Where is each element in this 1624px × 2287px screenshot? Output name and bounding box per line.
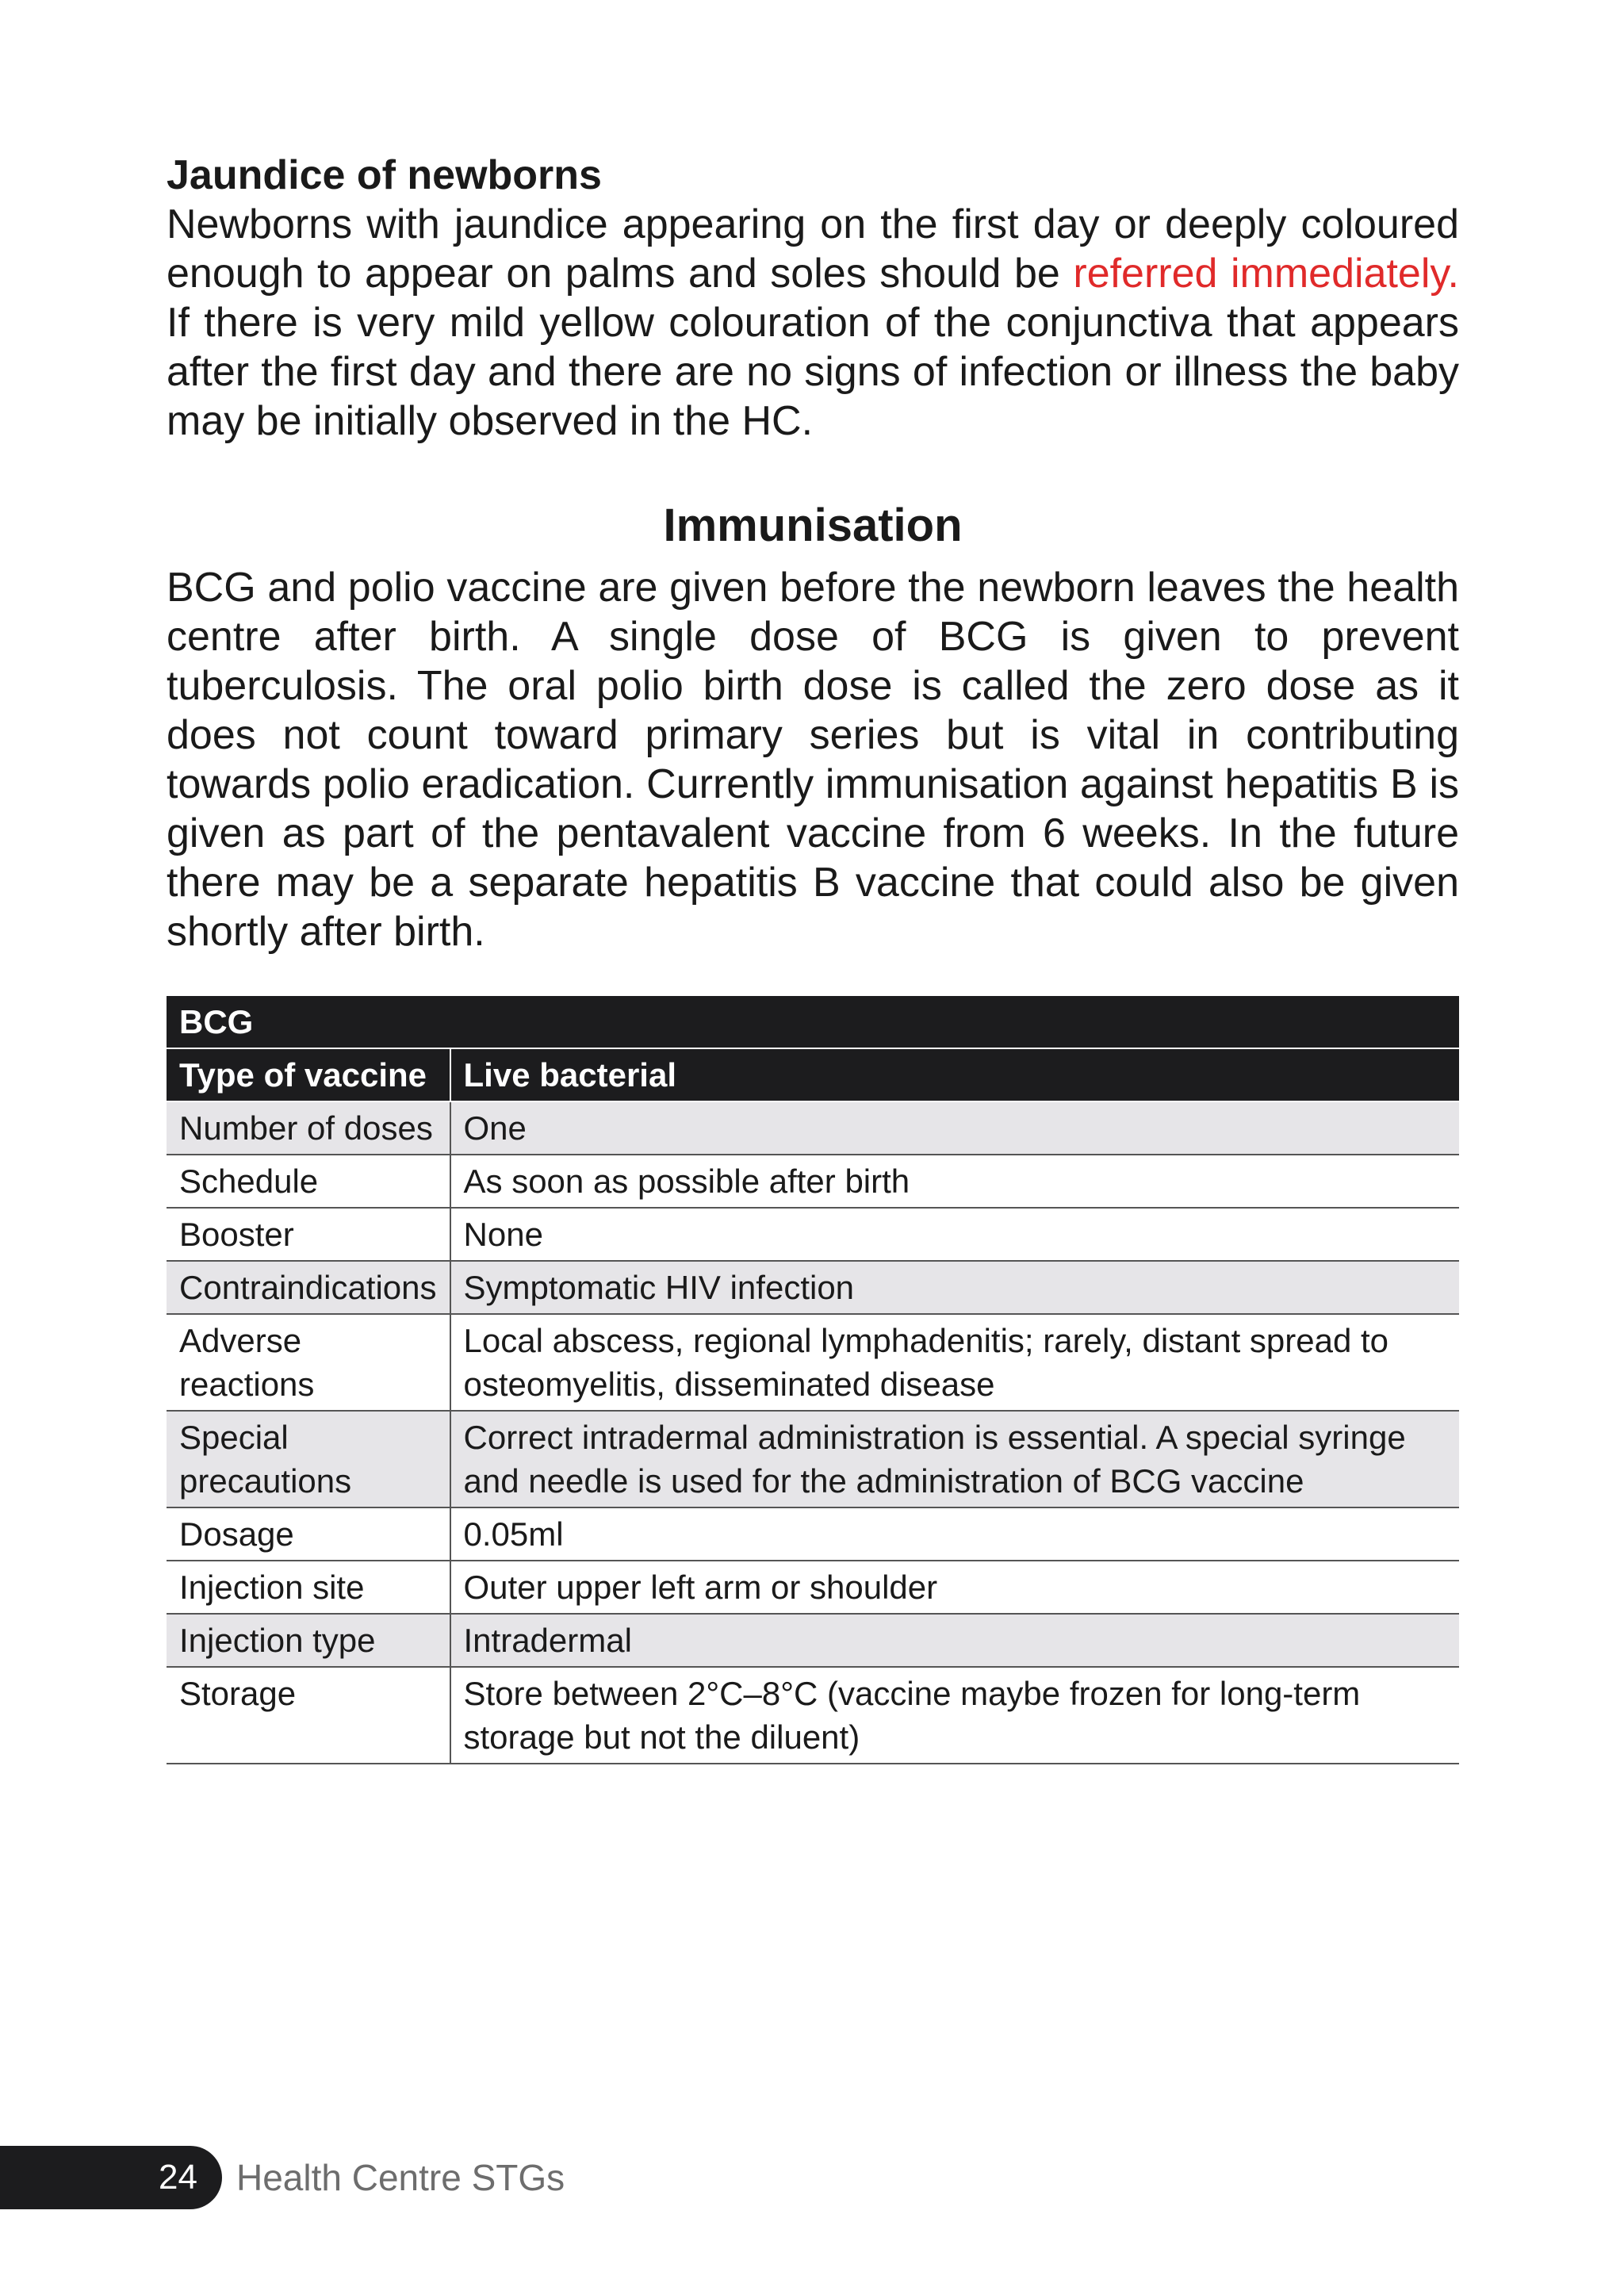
row-label: Storage [167,1667,450,1764]
jaundice-paragraph [167,200,1459,446]
table-row [167,1261,1459,1314]
jaundice-highlight: referred immediately. [1073,251,1459,297]
row-label: Booster [167,1208,450,1261]
row-label: Dosage [167,1507,450,1561]
table-row [167,1667,1459,1764]
table-header-value: Live bacterial [450,1048,1459,1101]
table-header-row [167,1048,1459,1101]
bcg-table [167,996,1459,1764]
jaundice-title: Jaundice of newborns [167,152,602,198]
immunisation-heading: Immunisation [663,500,963,551]
table-row [167,1411,1459,1507]
row-label: Number of doses [167,1101,450,1155]
table-header-label: Type of vaccine [167,1048,450,1101]
table-row [167,1101,1459,1155]
running-footer-title: Health Centre STGs [236,2157,565,2198]
row-value: Local abscess, regional lymphadenitis; rarely, distant spread to osteomyelitis, disseminated disease [450,1314,1459,1411]
table-title: BCG [167,996,1459,1048]
row-label: Contraindications [167,1261,450,1314]
table-row [167,1208,1459,1261]
jaundice-text-end: If there is very mild yellow colouration of the conjunctiva that appears after the first day and there are no signs of infection or illness the baby may be initially observed in the HC. [167,300,1459,444]
row-label: Schedule [167,1155,450,1208]
table-title-row [167,996,1459,1048]
row-value: Correct intradermal administration is essential. A special syringe and needle is used for the administration of BCG vaccine [450,1411,1459,1507]
row-label: Adverse reactions [167,1314,450,1411]
immunisation-paragraph: BCG and polio vaccine are given before the newborn leaves the health centre after birth. A single dose of BCG is given to prevent tuberculosis. The oral polio birth dose is called the zero dose as it does not count toward primary series but is vital in contributing towards polio eradication. Currently immunisation against hepatitis B is given as part of the pentavalent vaccine from 6 weeks. In the future there may be a separate hepatitis B vaccine that could also be given shortly after birth. [167,565,1459,955]
row-value: Outer upper left arm or shoulder [450,1561,1459,1614]
row-value: Intradermal [450,1614,1459,1667]
row-label: Injection type [167,1614,450,1667]
row-value: One [450,1101,1459,1155]
table-row [167,1614,1459,1667]
row-value: 0.05ml [450,1507,1459,1561]
row-value: As soon as possible after birth [450,1155,1459,1208]
table-row [167,1561,1459,1614]
row-label: Injection site [167,1561,450,1614]
row-value: None [450,1208,1459,1261]
row-label: Special precautions [167,1411,450,1507]
table-row [167,1507,1459,1561]
row-value: Store between 2°C–8°C (vaccine maybe frozen for long-term storage but not the diluent) [450,1667,1459,1764]
page-content [167,151,1459,1764]
table-row [167,1155,1459,1208]
table-row [167,1314,1459,1411]
page-number: 24 [159,2158,197,2197]
jaundice-text-start: Newborns with jaundice appearing on the first day or deeply coloured enough to appear on palms and soles should be [167,201,1459,297]
row-value: Symptomatic HIV infection [450,1261,1459,1314]
